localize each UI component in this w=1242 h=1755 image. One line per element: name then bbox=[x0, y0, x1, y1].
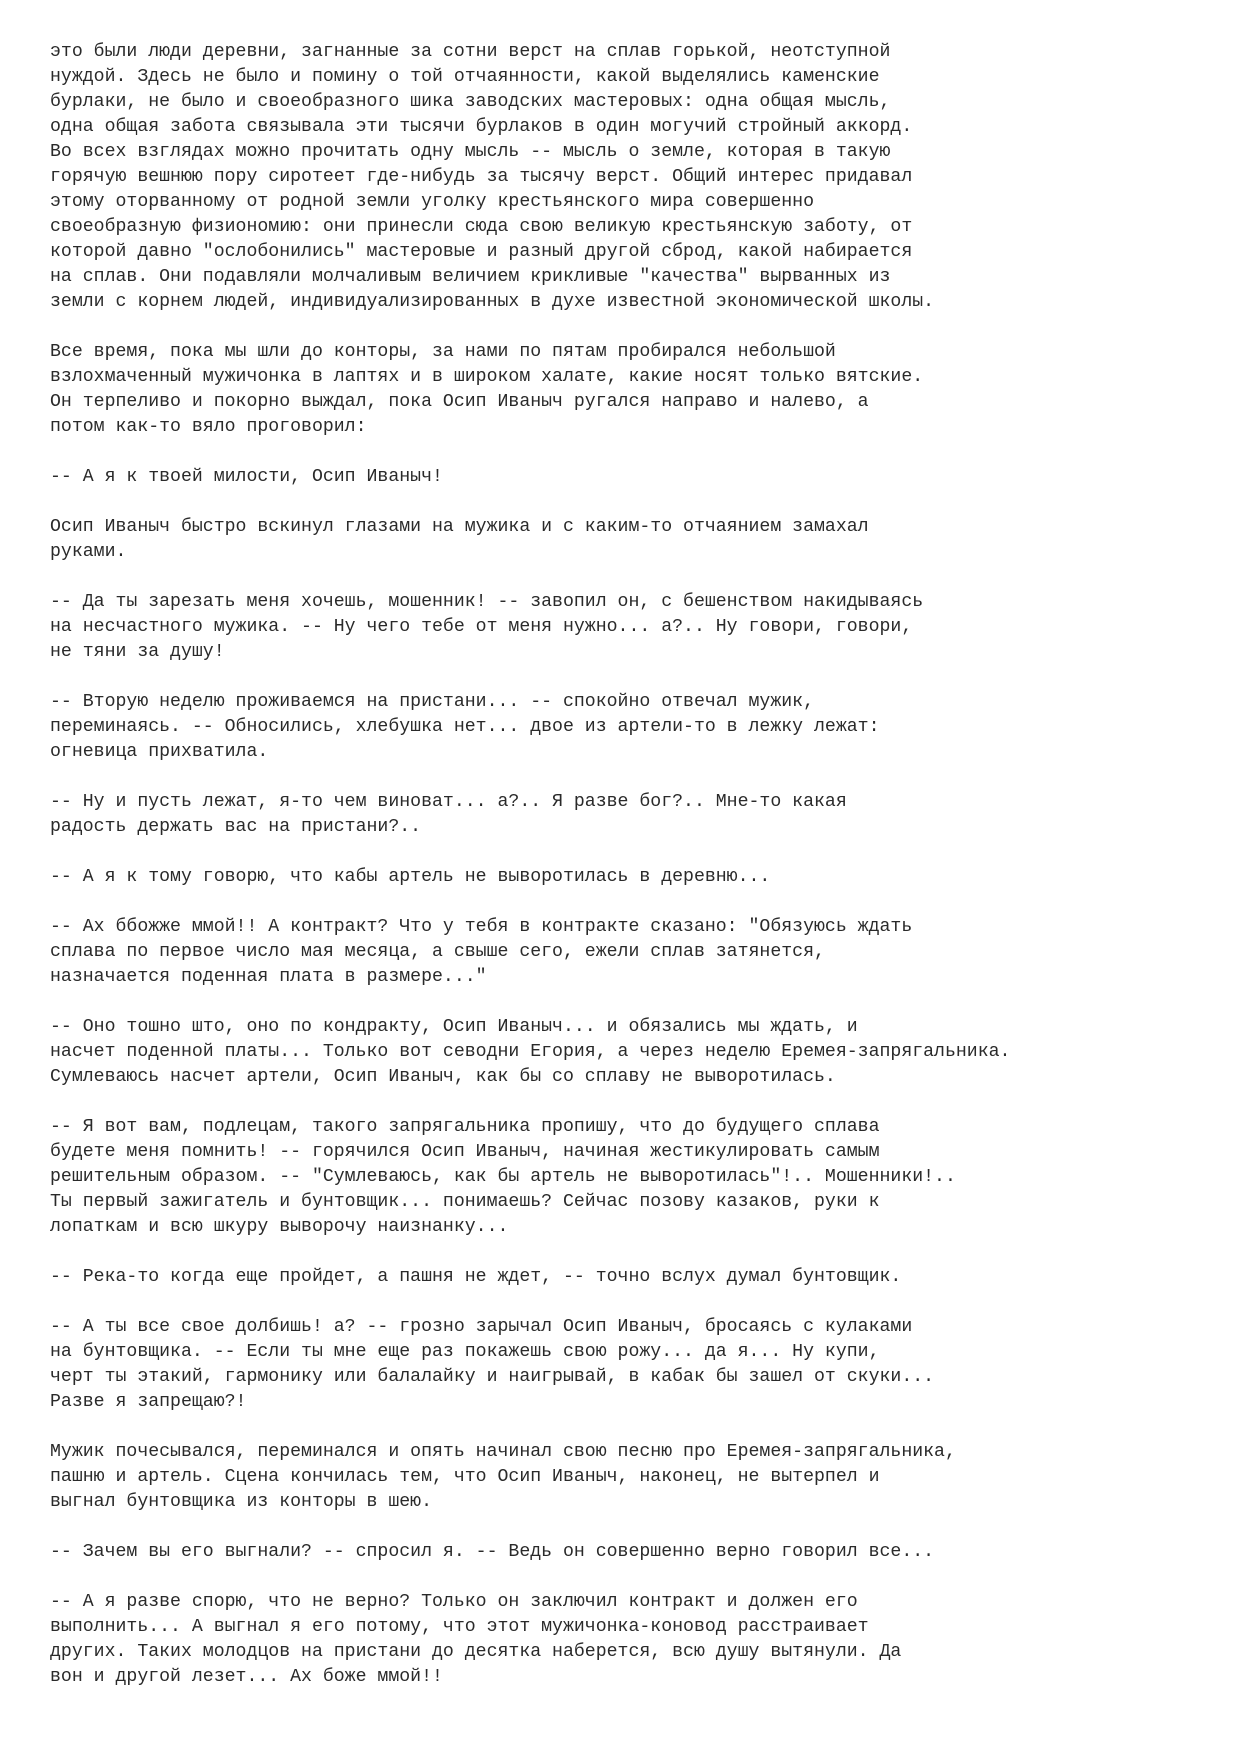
text-line: на несчастного мужика. -- Ну чего тебе от меня нужно... а?.. Ну говори, говори, bbox=[50, 617, 913, 637]
text-line: переминаясь. -- Обносились, хлебушка нет... двое из артели-то в лежку лежат: bbox=[50, 717, 880, 737]
text-line: взлохмаченный мужичонка в лаптях и в широком халате, какие носят только вятские. bbox=[50, 367, 924, 387]
document-page bbox=[50, 40, 1220, 1715]
paragraph bbox=[50, 690, 1220, 765]
paragraph bbox=[50, 790, 1220, 840]
text-line: бурлаки, не было и своеобразного шика заводских мастеровых: одна общая мысль, bbox=[50, 92, 891, 112]
text-line: на сплав. Они подавляли молчаливым величием крикливые "качества" вырванных из bbox=[50, 267, 891, 287]
text-line: пашню и артель. Сцена кончилась тем, что Осип Иваныч, наконец, не вытерпел и bbox=[50, 1467, 880, 1487]
paragraph bbox=[50, 1540, 1220, 1565]
text-line: выполнить... А выгнал я его потому, что этот мужичонка-коновод расстраивает bbox=[50, 1617, 869, 1637]
paragraph bbox=[50, 865, 1220, 890]
text-line: горячую вешнюю пору сиротеет где-нибудь за тысячу верст. Общий интерес придавал bbox=[50, 167, 913, 187]
text-line: Все время, пока мы шли до конторы, за нами по пятам пробирался небольшой bbox=[50, 342, 836, 362]
text-line: -- А я к твоей милости, Осип Иваныч! bbox=[50, 467, 443, 487]
text-line: лопаткам и всю шкуру выворочу наизнанку... bbox=[50, 1217, 509, 1237]
text-line: назначается поденная плата в размере..." bbox=[50, 967, 487, 987]
paragraph bbox=[50, 465, 1220, 490]
text-line: -- Река-то когда еще пройдет, а пашня не ждет, -- точно вслух думал бунтовщик. bbox=[50, 1267, 902, 1287]
text-line: насчет поденной платы... Только вот севодни Егория, а через неделю Еремея-запрягальника. bbox=[50, 1042, 1011, 1062]
text-line: -- Вторую неделю проживаемся на пристани... -- спокойно отвечал мужик, bbox=[50, 692, 814, 712]
paragraph bbox=[50, 1115, 1220, 1240]
text-line: других. Таких молодцов на пристани до десятка наберется, всю душу вытянули. Да bbox=[50, 1642, 902, 1662]
text-line: сплава по первое число мая месяца, а свыше сего, ежели сплав затянется, bbox=[50, 942, 825, 962]
text-line: Он терпеливо и покорно выждал, пока Осип Иваныч ругался направо и налево, а bbox=[50, 392, 869, 412]
paragraph bbox=[50, 1265, 1220, 1290]
text-line: -- Я вот вам, подлецам, такого запрягальника пропишу, что до будущего сплава bbox=[50, 1117, 880, 1137]
text-line: вон и другой лезет... Ах боже ммой!! bbox=[50, 1667, 443, 1687]
paragraph bbox=[50, 1590, 1220, 1690]
text-line: -- А я к тому говорю, что кабы артель не выворотилась в деревню... bbox=[50, 867, 771, 887]
text-line: Во всех взглядах можно прочитать одну мысль -- мысль о земле, которая в такую bbox=[50, 142, 891, 162]
text-line: Осип Иваныч быстро вскинул глазами на мужика и с каким-то отчаянием замахал bbox=[50, 517, 869, 537]
text-line: Сумлеваюсь насчет артели, Осип Иваныч, как бы со сплаву не выворотилась. bbox=[50, 1067, 836, 1087]
text-line: нуждой. Здесь не было и помину о той отчаянности, какой выделялись каменские bbox=[50, 67, 880, 87]
text-line: потом как-то вяло проговорил: bbox=[50, 417, 367, 437]
paragraph bbox=[50, 340, 1220, 440]
text-line: -- А я разве спорю, что не верно? Только он заключил контракт и должен его bbox=[50, 1592, 858, 1612]
paragraph bbox=[50, 40, 1220, 315]
text-line: Ты первый зажигатель и бунтовщик... понимаешь? Сейчас позову казаков, руки к bbox=[50, 1192, 880, 1212]
text-line: одна общая забота связывала эти тысячи бурлаков в один могучий стройный аккорд. bbox=[50, 117, 913, 137]
text-line: -- Ну и пусть лежат, я-то чем виноват... а?.. Я разве бог?.. Мне-то какая bbox=[50, 792, 847, 812]
paragraph bbox=[50, 590, 1220, 665]
text-line: этому оторванному от родной земли уголку крестьянского мира совершенно bbox=[50, 192, 814, 212]
text-line: будете меня помнить! -- горячился Осип Иваныч, начиная жестикулировать самым bbox=[50, 1142, 880, 1162]
text-line: -- Зачем вы его выгнали? -- спросил я. -- Ведь он совершенно верно говорил все... bbox=[50, 1542, 935, 1562]
paragraph bbox=[50, 515, 1220, 565]
text-line: которой давно "ослобонились" мастеровые и разный другой сброд, какой набирается bbox=[50, 242, 913, 262]
text-line: -- Оно тошно што, оно по кондракту, Осип Иваныч... и обязались мы ждать, и bbox=[50, 1017, 858, 1037]
text-line: выгнал бунтовщика из конторы в шею. bbox=[50, 1492, 432, 1512]
paragraph bbox=[50, 1440, 1220, 1515]
paragraph bbox=[50, 1015, 1220, 1090]
text-line: своеобразную физиономию: они принесли сюда свою великую крестьянскую заботу, от bbox=[50, 217, 913, 237]
paragraph bbox=[50, 915, 1220, 990]
text-line: Разве я запрещаю?! bbox=[50, 1392, 247, 1412]
text-line: радость держать вас на пристани?.. bbox=[50, 817, 422, 837]
text-line: земли с корнем людей, индивидуализированных в духе известной экономической школы. bbox=[50, 292, 935, 312]
text-line: черт ты этакий, гармонику или балалайку и наигрывай, в кабак бы зашел от скуки... bbox=[50, 1367, 935, 1387]
text-line: руками. bbox=[50, 542, 127, 562]
text-line: это были люди деревни, загнанные за сотни верст на сплав горькой, неотступной bbox=[50, 42, 891, 62]
text-line: огневица прихватила. bbox=[50, 742, 269, 762]
text-line: Мужик почесывался, переминался и опять начинал свою песню про Еремея-запрягальника, bbox=[50, 1442, 956, 1462]
text-line: -- А ты все свое долбишь! а? -- грозно зарычал Осип Иваныч, бросаясь с кулаками bbox=[50, 1317, 913, 1337]
text-line: на бунтовщика. -- Если ты мне еще раз покажешь свою рожу... да я... Ну купи, bbox=[50, 1342, 880, 1362]
text-line: не тяни за душу! bbox=[50, 642, 225, 662]
paragraph bbox=[50, 1315, 1220, 1415]
text-line: -- Да ты зарезать меня хочешь, мошенник! -- завопил он, с бешенством накидываясь bbox=[50, 592, 924, 612]
text-line: -- Ах ббожже ммой!! А контракт? Что у тебя в контракте сказано: "Обязуюсь ждать bbox=[50, 917, 913, 937]
text-line: решительным образом. -- "Сумлеваюсь, как бы артель не выворотилась"!.. Мошенники!.. bbox=[50, 1167, 956, 1187]
